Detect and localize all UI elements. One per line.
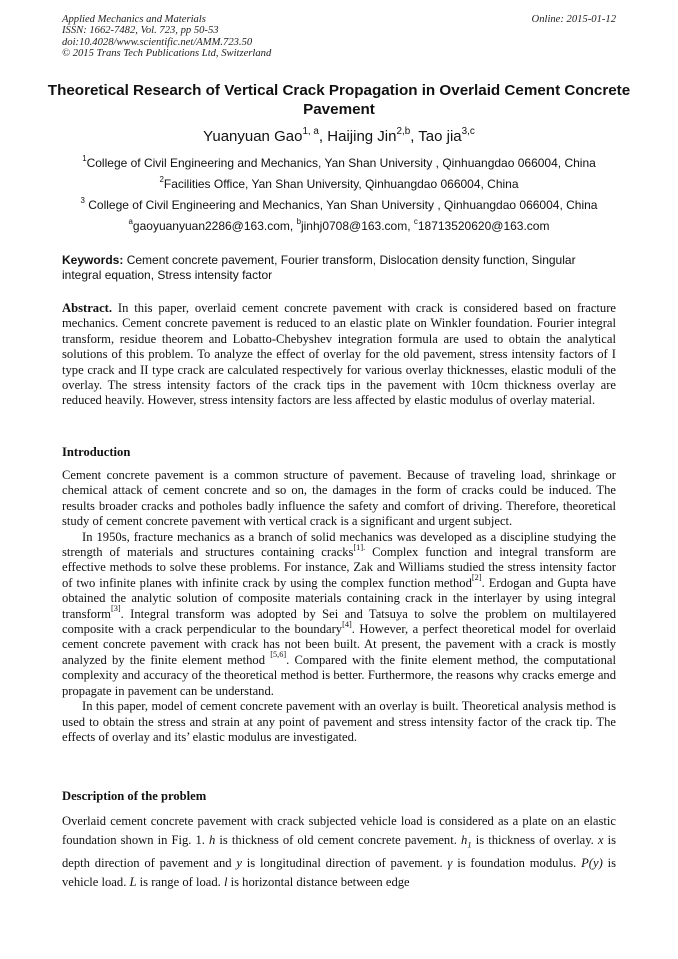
doi-line: doi:10.4028/www.scientific.net/AMM.723.50 — [62, 36, 253, 48]
abstract-label: Abstract. — [62, 301, 113, 315]
author-name: Yuanyuan Gao — [203, 128, 303, 145]
citation-ref: [3] — [110, 604, 121, 614]
email-text: jinhj0708@163.com, — [300, 219, 414, 233]
math-symbol: h — [209, 832, 216, 847]
citation-ref: [5,6] — [270, 650, 287, 660]
citation-ref: [4] — [342, 619, 352, 629]
citation-ref: [2] — [471, 573, 482, 583]
affiliation-sup: 3 — [80, 195, 85, 205]
email-text: 18713520620@163.com — [417, 219, 550, 233]
math-symbol: x — [597, 832, 604, 847]
affiliation-text: College of Civil Engineering and Mechanics, Yan Shan University , Qinhuangdao 066004, China — [84, 198, 598, 212]
author-sup: 1, a — [302, 125, 319, 137]
description-body — [62, 812, 616, 892]
introduction-body — [62, 468, 616, 745]
email-sup: a — [128, 216, 133, 226]
intro-paragraph-3: In this paper, model of cement concrete pavement with an overlay is built. Theoretical analysis method is used to obtain the stress and strain at any point of pavement and stress intensity factor of the crack tip. The effects of overlay and its’ elastic modulus are investigated. — [62, 699, 616, 744]
author-name: Tao jia — [418, 128, 462, 145]
affiliation-sup: 2 — [159, 174, 164, 184]
affiliation-1 — [40, 153, 638, 170]
author-sup: 2,b — [396, 125, 411, 137]
affiliation-3 — [40, 195, 638, 212]
online-date: Online: 2015-01-12 — [531, 14, 616, 25]
email-sup: b — [296, 216, 301, 226]
abstract-text: In this paper, overlaid cement concrete pavement with crack is considered based on fracture mechanics. Cement concrete pavement is reduced to an elastic plate on Winkler foundation. Fourier integral transform, residue theorem and Lobatto-Chebyshev integration formula are used to obtain the analytical solutions of this problem. To analyze the effect of overlay for the old pavement, stress intensity factors of I type crack and II type crack are calculated respectively for various overlay thicknesses, elastic moduli of the overlay. The stress intensity factors of the crack tips in the pavement with 10cm thickness overlay are reduced heavily. However, stress intensity factors are less affected by elastic modulus of overlay material. — [62, 301, 616, 408]
keywords-text: Cement concrete pavement, Fourier transform, Dislocation density function, Singular integral equation, Stress intensity factor — [62, 253, 576, 282]
citation-ref: [1]. — [353, 542, 366, 552]
keywords — [62, 253, 616, 283]
author-name: Haijing Jin — [327, 128, 397, 145]
math-symbol: L — [129, 874, 137, 889]
journal-header — [62, 14, 616, 60]
math-symbol: γ — [447, 856, 453, 871]
email-sup: c — [413, 216, 418, 226]
math-symbol: l — [223, 874, 228, 889]
intro-paragraph-1: Cement concrete pavement is a common structure of pavement. Because of traveling load, shrinkage or chemical attack of cement concrete and so on, the damages in the form of cracks could be induced. The results broader cracks and potholes badly influence the safety and comfort of driving. Therefore, theoretical study of cement concrete pavement with vertical crack is a significant and urgent subject. — [62, 468, 616, 529]
author-list: Yuanyuan Gao$^{1, a}$, Haijing Jin$^{2,b}$, Tao jia$^{3,c}$ — [203, 125, 475, 145]
email-text: gaoyuanyuan2286@163.com, — [132, 219, 297, 233]
intro-paragraph-2: In 1950s, fracture mechanics as a branch of solid mechanics was developed as a discipline studying the strength of materials and structures containing cracks$^{[1].}$ Complex function and integral transform are effective methods to solve these problems. For instance, Zak and Williams studied the stress intensity factor of two infinite planes with infinite crack by using the complex function method[2]. Erdogan and Gupta have obtained the analytic solution of composite materials containing crack in the interlayer by using integral transform[3]. Integral transform was adopted by Sei and Tatsuya to solve the problem on multilayered composite with a crack perpendicular to the boundary[4]. However, a perfect theoretical model for overlaid cement concrete pavement with crack has not been built. At present, the pavement with a crack is mostly analyzed by the finite element method [5,6]. Compared with the finite element method, the computational complexity and accuracy of the theoretical method is better. Furthermore, the reasons why cracks emerge and propagate in pavement can be understand. — [62, 529, 616, 698]
math-subscript: 1 — [467, 839, 472, 850]
math-symbol: P(y) — [581, 856, 603, 871]
affiliation-text: Facilities Office, Yan Shan University, Qinhuangdao 066004, China — [163, 177, 519, 191]
math-symbol: y — [236, 856, 242, 871]
paper-title: Theoretical Research of Vertical Crack Propagation in Overlaid Cement Concrete Pavement — [47, 82, 631, 118]
affiliation-2 — [40, 174, 638, 191]
introduction-heading: Introduction — [62, 445, 131, 459]
copyright-line: © 2015 Trans Tech Publications Ltd, Switzerland — [62, 48, 272, 60]
affiliation-sup: 1 — [82, 153, 87, 163]
journal-name: Applied Mechanics and Materials — [62, 14, 206, 25]
issn-line: ISSN: 1662-7482, Vol. 723, pp 50-53 — [62, 25, 219, 37]
math-symbol: $h_1$ — [460, 832, 472, 850]
affiliation-text: College of Civil Engineering and Mechanics, Yan Shan University , Qinhuangdao 066004, China — [86, 156, 596, 170]
keywords-label: Keywords: — [62, 253, 124, 267]
author-sup: 3,c — [461, 125, 475, 137]
description-heading: Description of the problem — [62, 789, 207, 803]
description-paragraph-1: Overlaid cement concrete pavement with crack subjected vehicle load is considered as a plate on an elastic foundation shown in Fig. 1. h is thickness of old cement concrete pavement. $h_1$ is thickness of overlay. x is depth direction of pavement and y is longitudinal direction of pavement. γ is foundation modulus. P(y) is vehicle load. L is range of load. l is horizontal distance between edge — [62, 814, 616, 889]
email-line — [40, 216, 638, 233]
abstract — [62, 301, 616, 409]
